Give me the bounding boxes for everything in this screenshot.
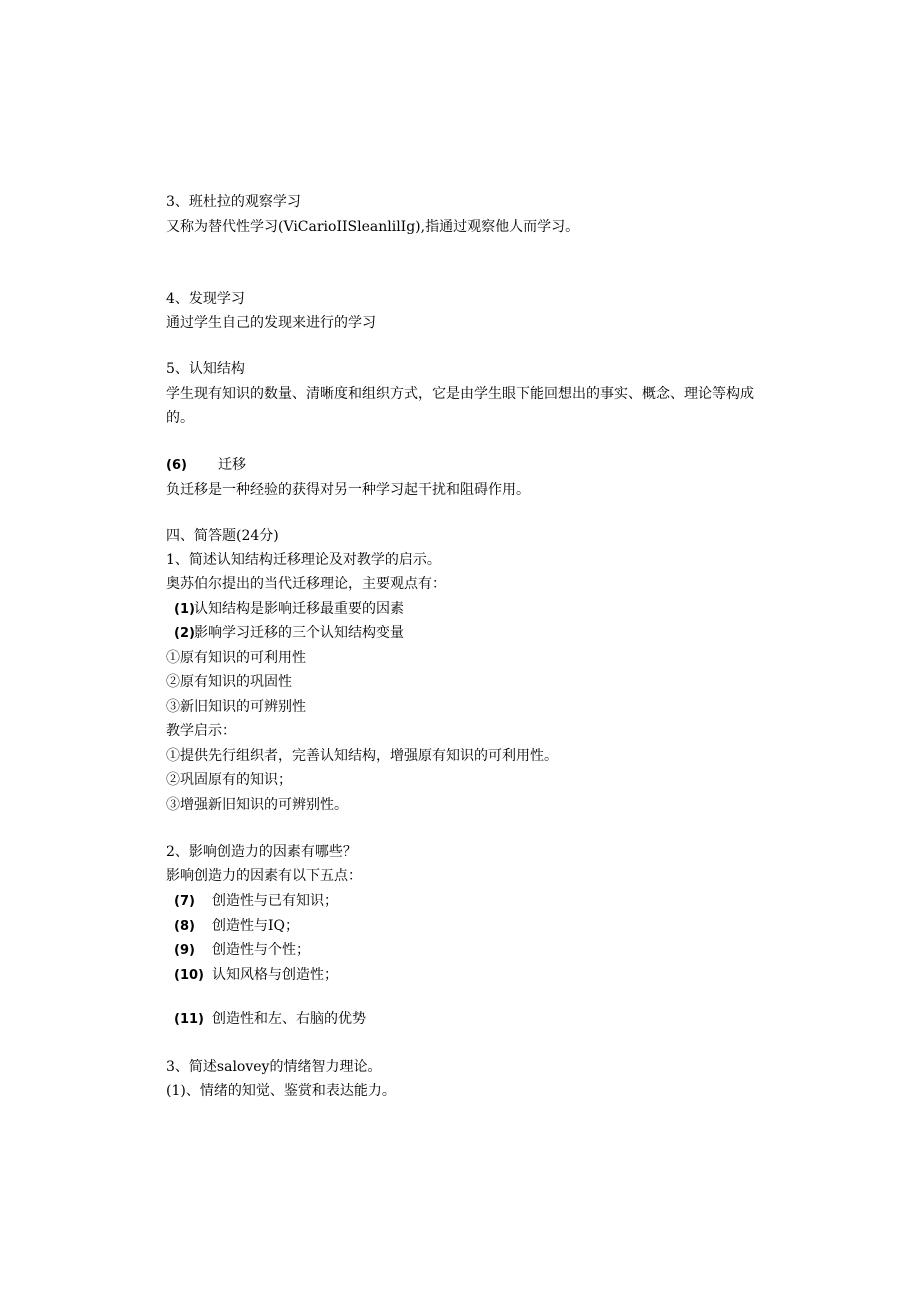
list-item: ③新旧知识的可辨别性 xyxy=(166,699,306,715)
list-number: (10) xyxy=(174,968,204,983)
list-item xyxy=(174,1010,366,1029)
paragraph-negative-transfer: 负迁移是一种经验的获得对另一种学习起干扰和阻碍作用。 xyxy=(166,482,530,498)
paragraph-cognitive-structure-line2: 的。 xyxy=(166,410,194,426)
section-heading-observational-learning: 3、班杜拉的观察学习 xyxy=(166,194,301,210)
list-number: (2) xyxy=(174,626,195,641)
list-item-text: 影响学习迁移的三个认知结构变量 xyxy=(194,625,404,641)
heading-text: 迁移 xyxy=(218,457,246,473)
list-number: (11) xyxy=(174,1012,204,1027)
list-item-text: 创造性和左、右脑的优势 xyxy=(212,1011,366,1027)
list-item xyxy=(174,966,338,985)
section-heading-cognitive-structure: 5、认知结构 xyxy=(166,361,245,377)
section-heading-transfer xyxy=(166,456,246,475)
list-item xyxy=(174,892,338,911)
list-item-text: 创造性与IQ； xyxy=(212,918,300,934)
section-heading-discovery-learning: 4、发现学习 xyxy=(166,291,245,307)
list-item: ③增强新旧知识的可辨别性。 xyxy=(166,797,348,813)
question-1: 1、简述认知结构迁移理论及对教学的启示。 xyxy=(166,552,441,568)
list-number: (7) xyxy=(174,894,195,909)
list-number: (9) xyxy=(174,943,195,958)
list-item xyxy=(174,941,310,960)
list-item: ①提供先行组织者，完善认知结构，增强原有知识的可利用性。 xyxy=(166,748,558,764)
list-item-text: 认知结构是影响迁移最重要的因素 xyxy=(194,601,404,617)
paragraph-discovery-learning: 通过学生自己的发现来进行的学习 xyxy=(166,315,376,331)
answer-1-intro: 奥苏伯尔提出的当代迁移理论，主要观点有： xyxy=(166,576,446,592)
teaching-implications-label: 教学启示： xyxy=(166,723,236,739)
question-3: 3、简述salovey的情绪智力理论。 xyxy=(166,1059,382,1075)
list-item xyxy=(174,600,404,619)
list-item-text: 认知风格与创造性； xyxy=(212,967,338,983)
list-item: ②原有知识的巩固性 xyxy=(166,674,292,690)
list-item-text: 创造性与已有知识； xyxy=(212,893,338,909)
part-heading-short-answer: 四、简答题(24分) xyxy=(166,528,279,544)
list-number: (8) xyxy=(174,919,195,934)
list-item: ①原有知识的可利用性 xyxy=(166,650,306,666)
list-number: (6) xyxy=(166,458,187,473)
answer-2-intro: 影响创造力的因素有以下五点： xyxy=(166,868,362,884)
list-item-text: 创造性与个性； xyxy=(212,942,310,958)
paragraph-cognitive-structure-line1: 学生现有知识的数量、清晰度和组织方式，它是由学生眼下能回想出的事实、概念、理论等构成 xyxy=(166,386,754,402)
list-number: (1) xyxy=(174,602,195,617)
paragraph-observational-learning: 又称为替代性学习(ViCarioIISleanlilIg),指通过观察他人而学习。 xyxy=(166,219,580,235)
question-2: 2、影响创造力的因素有哪些？ xyxy=(166,844,357,860)
list-item xyxy=(174,624,404,643)
answer-3-item-1: (1)、情绪的知觉、鉴赏和表达能力。 xyxy=(166,1083,396,1099)
list-item xyxy=(174,917,299,936)
list-item: ②巩固原有的知识； xyxy=(166,772,292,788)
